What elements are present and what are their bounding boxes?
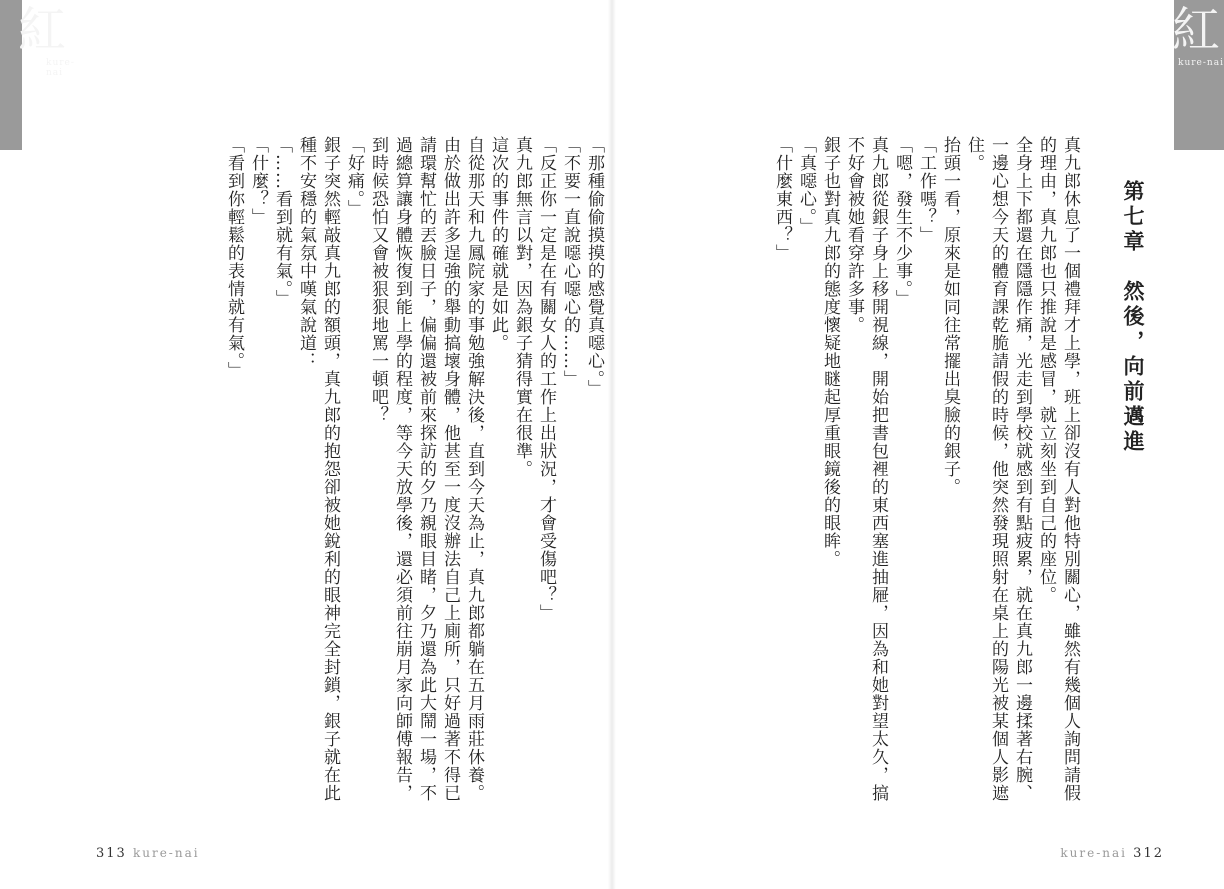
paragraph: 「工作嗎？」 bbox=[916, 136, 936, 244]
paragraph: 「不要一直說噁心噁心的……」 bbox=[560, 136, 580, 388]
right-page bbox=[612, 0, 1224, 889]
body-text bbox=[682, 136, 1082, 816]
paragraph: 抬頭一看，原來是如同往常擺出臭臉的銀子。 bbox=[940, 136, 960, 496]
series-logo: 紅 bbox=[1172, 2, 1221, 58]
running-title: kure-nai bbox=[132, 846, 200, 860]
paragraph: 這次的事件的確就是如此。 bbox=[488, 136, 508, 352]
running-title: kure-nai bbox=[1060, 846, 1128, 860]
page-folio bbox=[1060, 846, 1164, 861]
paragraph: 真九郎從銀子身上移開視線，開始把書包裡的東西塞進抽屜，因為和她對望太久，搞不好會被她看穿許多事。 bbox=[844, 136, 888, 802]
paragraph: 「看到你輕鬆的表情就有氣。」 bbox=[224, 136, 244, 380]
paragraph: 真九郎無言以對，因為銀子猜得實在很準。 bbox=[512, 136, 532, 478]
paragraph: 全身上下都還在隱隱作痛，光走到學校就感到有點疲累，就在真九郎一邊揉著右腕、一邊心想今天的體育課乾脆請假的時候，他突然發現照射在桌上的陽光被某個人影遮住。 bbox=[964, 136, 1032, 802]
paragraph: 銀子突然輕敲真九郎的額頭，真九郎的抱怨卻被她銳利的眼神完全封鎖，銀子就在此種不安穩的氣氛中嘆氣說道： bbox=[296, 136, 340, 802]
header-tab bbox=[0, 0, 75, 150]
header-tab bbox=[1174, 0, 1224, 150]
page-number: 312 bbox=[1133, 846, 1164, 861]
paragraph: 自從那天和九鳳院家的事勉強解決後，直到今天為止，真九郎都躺在五月雨莊休養。由於做出許多逞強的舉動搞壞身體，他甚至一度沒辦法自己上廁所，只好過著不得已請環幫忙的丟臉日子，偏偏還被前來探訪的夕乃親眼目睹，夕乃還為此大鬧一場，不過總算讓身體恢復到能上學的程度，等今天放學後，還必須前往崩月家向師傅報告，到時候恐怕又會被狠狠地罵一頓吧？ bbox=[368, 136, 484, 802]
paragraph: 真九郎休息了一個禮拜才上學，班上卻沒有人對他特別關心，雖然有幾個人詢問請假的理由，真九郎也只推說是感冒，就立刻坐到自己的座位。 bbox=[1036, 136, 1080, 802]
paragraph: 「那種偷偷摸摸的感覺真噁心。」 bbox=[584, 136, 604, 398]
chapter-title: 第七章 然後，向前邁進 bbox=[1121, 180, 1146, 455]
paragraph: 「什麼？」 bbox=[248, 136, 268, 226]
body-text bbox=[116, 136, 606, 816]
paragraph: 「什麼東西？」 bbox=[772, 136, 792, 262]
page-folio bbox=[96, 846, 200, 861]
paragraph: 「反正你一定是在有關女人的工作上出狀況，才會受傷吧？」 bbox=[536, 136, 556, 622]
series-logo: 紅 bbox=[18, 2, 67, 58]
page-number: 313 bbox=[96, 846, 127, 861]
paragraph: 「嗯，發生不少事。」 bbox=[892, 136, 912, 308]
paragraph: 「真噁心。」 bbox=[796, 136, 816, 236]
paragraph: 「……看到就有氣。」 bbox=[272, 136, 292, 308]
series-logo-sub: kure-nai bbox=[1178, 58, 1224, 68]
paragraph: 「好痛。」 bbox=[344, 136, 364, 218]
series-logo-sub: kure-nai bbox=[46, 58, 75, 78]
paragraph: 銀子也對真九郎的態度懷疑地瞇起厚重眼鏡後的眼眸。 bbox=[820, 136, 840, 568]
